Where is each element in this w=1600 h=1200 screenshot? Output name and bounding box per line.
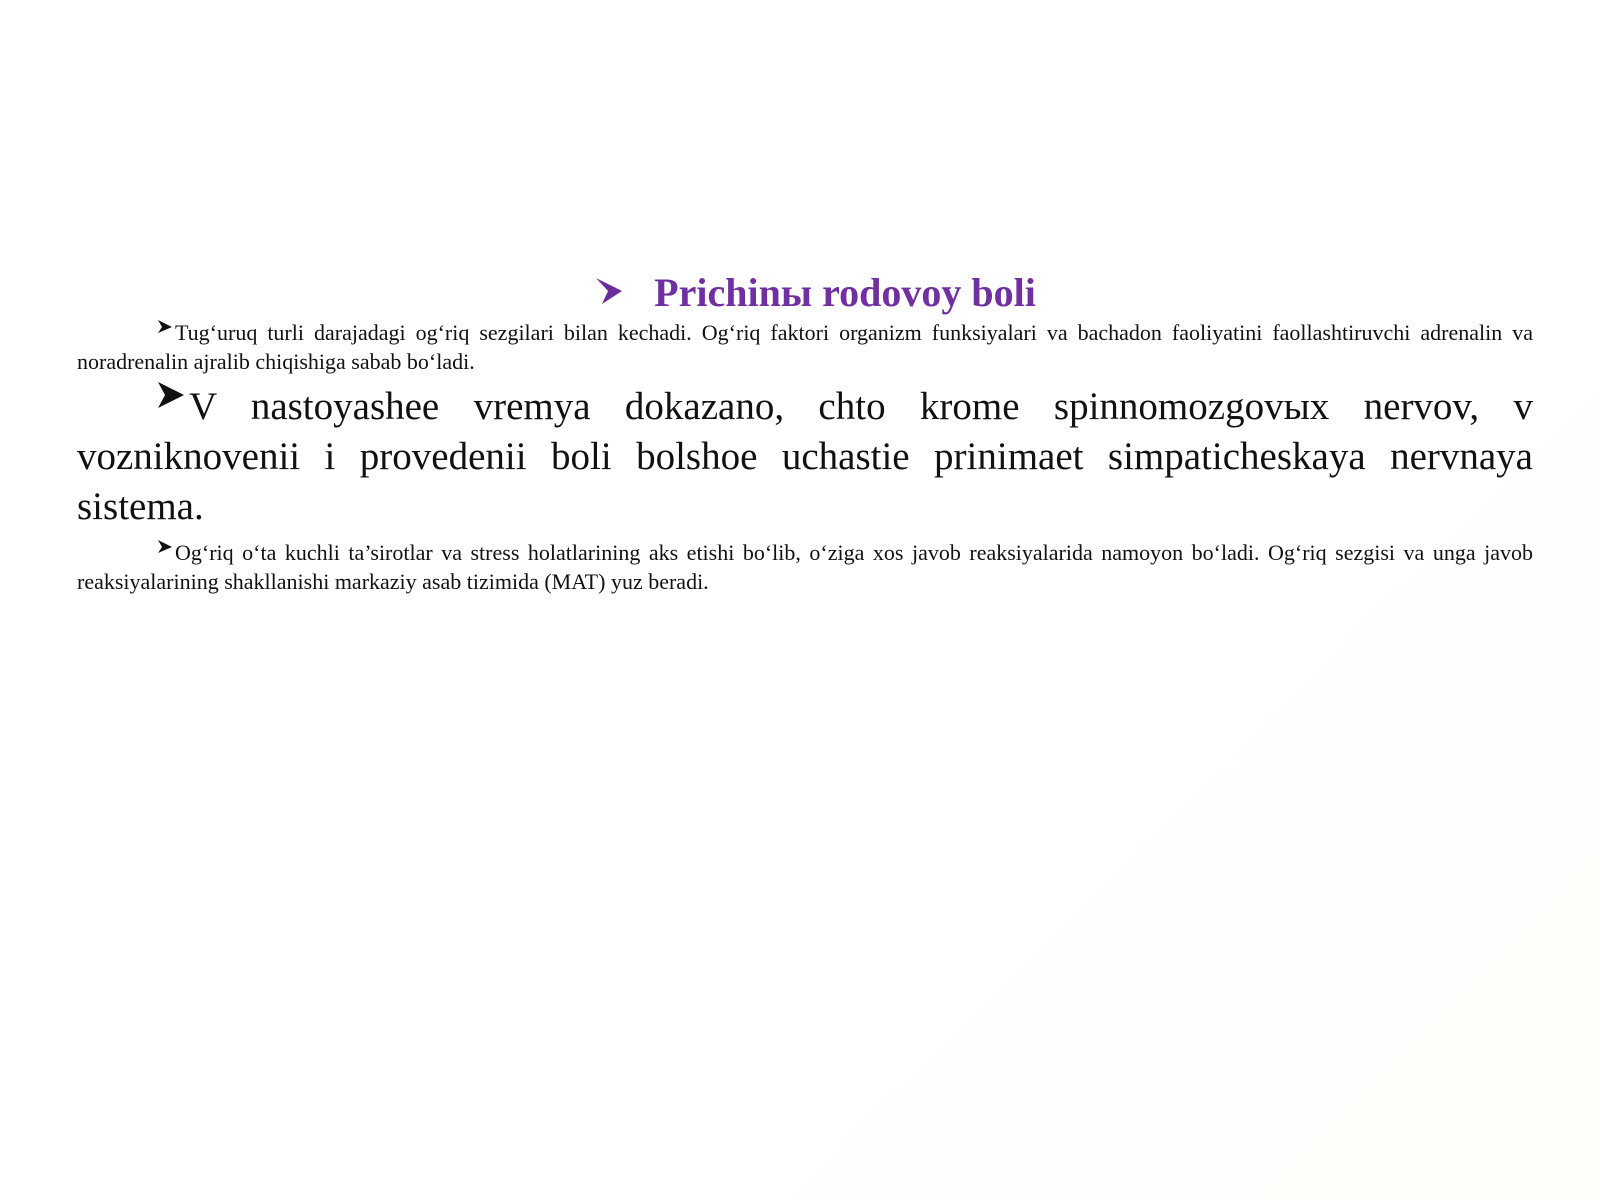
slide-title: Prichinы rodovoy boli — [654, 270, 1036, 315]
title-row — [77, 270, 1533, 316]
paragraph-1 — [77, 318, 1533, 376]
paragraph-2-text: V nastoyashee vremya dokazano, chto krome spinnomozgovыx nervov, v vozniknovenii i provedenii boli bolshoe uchastie prinimaet simpaticheskaya nervnaya sistema. — [77, 385, 1533, 528]
paragraph-3 — [77, 538, 1533, 596]
slide-content — [77, 270, 1533, 596]
arrowhead-bullet-icon — [157, 319, 173, 334]
paragraph-2 — [77, 382, 1533, 532]
arrowhead-bullet-icon — [157, 381, 185, 409]
title-arrow-icon — [594, 276, 624, 306]
arrowhead-bullet-icon — [157, 539, 173, 554]
paragraph-1-text: Tug‘uruq turli darajadagi og‘riq sezgilari bilan kechadi. Og‘riq faktori organizm funksiyalari va bachadon faoliyatini faollashtiruvchi adrenalin va noradrenalin ajralib chiqishiga sabab bo‘ladi. — [77, 320, 1533, 374]
paragraph-3-text: Og‘riq o‘ta kuchli ta’sirotlar va stress holatlarining aks etishi bo‘lib, o‘ziga xos javob reaksiyalarida namoyon bo‘ladi. Og‘riq sezgisi va unga javob reaksiyalarining shakllanishi markaziy asab tizimida (MAT) yuz beradi. — [77, 540, 1533, 594]
